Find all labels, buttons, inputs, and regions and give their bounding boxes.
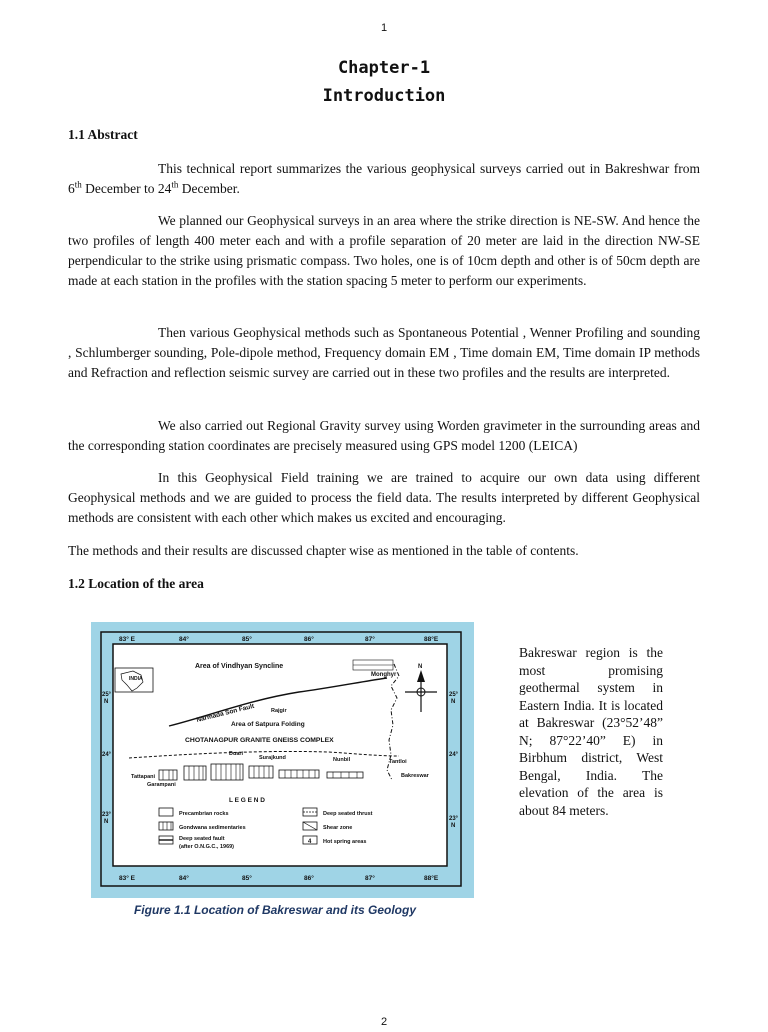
chapter-number: Chapter-1 xyxy=(337,58,431,78)
tick-top-85: 85° xyxy=(242,636,252,643)
tick-bottom-84: 84° xyxy=(179,875,189,882)
surajkund-label: Surajkund xyxy=(259,755,286,761)
chapter-title: Introduction xyxy=(322,86,446,106)
vindhyan-label: Area of Vindhyan Syncline xyxy=(195,663,284,670)
abstract-paragraph-6: The methods and their results are discussed chapter wise as mentioned in the table of contents. xyxy=(68,543,579,558)
legend-gondwana: Gondwana sedimentaries xyxy=(179,825,246,831)
legend-precambrian-swatch xyxy=(159,808,173,816)
tick-bottom-86: 86° xyxy=(304,875,314,882)
monghyr-label: Monghyr xyxy=(371,672,397,678)
lat-left-23: 23° xyxy=(102,812,112,818)
lat-left-24: 24° xyxy=(102,752,112,758)
location-description: Bakreswar region is the most promising geothermal system in Eastern India. It is located at Bakreswar (23°52’48” N; 87°22’40” E) in Birbhum district, West Bengal, India. The elevation of the area is about 84 meters. xyxy=(519,645,663,818)
lat-right-23: 23° xyxy=(449,816,459,822)
lat-right-25: 25° xyxy=(449,692,459,698)
lat-left-25: 25° xyxy=(102,692,112,698)
legend-shear: Shear zone xyxy=(323,825,353,831)
abstract-paragraph-2: We planned our Geophysical surveys in an area where the strike direction is NE-SW. And hence the two profiles of length 400 meter each and with a profile separation of 20 meter are laid in the direction NW-SE perpendicular to the strike using prismatic compass. Two holes, one is of 10cm depth and other is of 50cm depth are made at each station in the profiles with the station spacing 5 meter to perform our experiments. xyxy=(68,213,700,288)
legend-title: L E G E N D xyxy=(229,797,265,804)
legend-hotspring: Hot spring areas xyxy=(323,839,367,845)
geology-map xyxy=(99,630,466,890)
legend-hotspring-number: 4 xyxy=(308,839,312,845)
abstract-paragraph-1: This technical report summarizes the various geophysical surveys carried out in Bakreshwar from 6th December to 24th December. xyxy=(68,161,700,196)
page-number-bottom: 2 xyxy=(380,1016,388,1028)
abstract-paragraph-3: Then various Geophysical methods such as Spontaneous Potential , Wenner Profiling and sounding , Schlumberger sounding, Pole-dipole method, Frequency domain EM , Time domain EM, Time domain IP methods and Refraction and reflection seismic survey are carried out in these two profiles and the results are interpreted. xyxy=(68,325,700,380)
tick-top-86: 86° xyxy=(304,636,314,643)
tick-bottom-83: 83° E xyxy=(119,875,135,882)
location-heading: 1.2 Location of the area xyxy=(68,576,204,591)
abstract-heading: 1.1 Abstract xyxy=(68,127,138,142)
page-number-top: 1 xyxy=(380,22,388,34)
lat-right-24: 24° xyxy=(449,752,459,758)
svg-text:N: N xyxy=(451,699,456,705)
legend-fault-source: (after O.N.G.C., 1969) xyxy=(179,844,235,850)
satpura-label: Area of Satpura Folding xyxy=(231,721,305,728)
tantloi-label: Tantloi xyxy=(389,759,407,765)
location-map-figure xyxy=(91,622,474,898)
figure-caption: Figure 1.1 Location of Bakreswar and its Geology xyxy=(133,903,417,917)
tick-top-88: 88°E xyxy=(424,636,439,643)
abstract-paragraph-5: In this Geophysical Field training we are trained to acquire our own data using different Geophysical methods and we are guided to process the field data. The results interpreted by different Geophysical methods are consistent with each other which makes us excited and encouraging. xyxy=(68,470,700,525)
tick-top-87: 87° xyxy=(365,636,375,643)
tick-bottom-85: 85° xyxy=(242,875,252,882)
legend-fault: Deep seated fault xyxy=(179,836,225,842)
tick-bottom-87: 87° xyxy=(365,875,375,882)
north-label: N xyxy=(418,664,423,670)
tick-bottom-88: 88°E xyxy=(424,875,439,882)
duari-label: Duari xyxy=(229,751,244,757)
bakreswar-label: Bakreswar xyxy=(401,773,429,779)
svg-text:N: N xyxy=(104,699,109,705)
legend-precambrian: Precambrian rocks xyxy=(179,811,229,817)
rajgir-label: Rajgir xyxy=(271,708,287,714)
tattapani-label: Tattapani xyxy=(131,774,156,780)
narmada-label: Narmada Son Fault xyxy=(195,702,255,724)
india-label: INDIA xyxy=(129,676,143,682)
legend-thrust: Deep seated thrust xyxy=(323,811,373,817)
abstract-paragraph-4: We also carried out Regional Gravity survey using Worden gravimeter in the surrounding areas and the corresponding station coordinates are precisely measured using GPS model 1200 (LEICA) xyxy=(68,418,700,453)
nunbil-label: Nunbil xyxy=(333,757,351,763)
complex-label: CHOTANAGPUR GRANITE GNEISS COMPLEX xyxy=(185,737,334,744)
svg-text:N: N xyxy=(451,823,456,829)
garampani-label: Garampani xyxy=(147,782,176,788)
tick-top-84: 84° xyxy=(179,636,189,643)
tick-top-83: 83° E xyxy=(119,636,135,643)
svg-text:N: N xyxy=(104,819,109,825)
